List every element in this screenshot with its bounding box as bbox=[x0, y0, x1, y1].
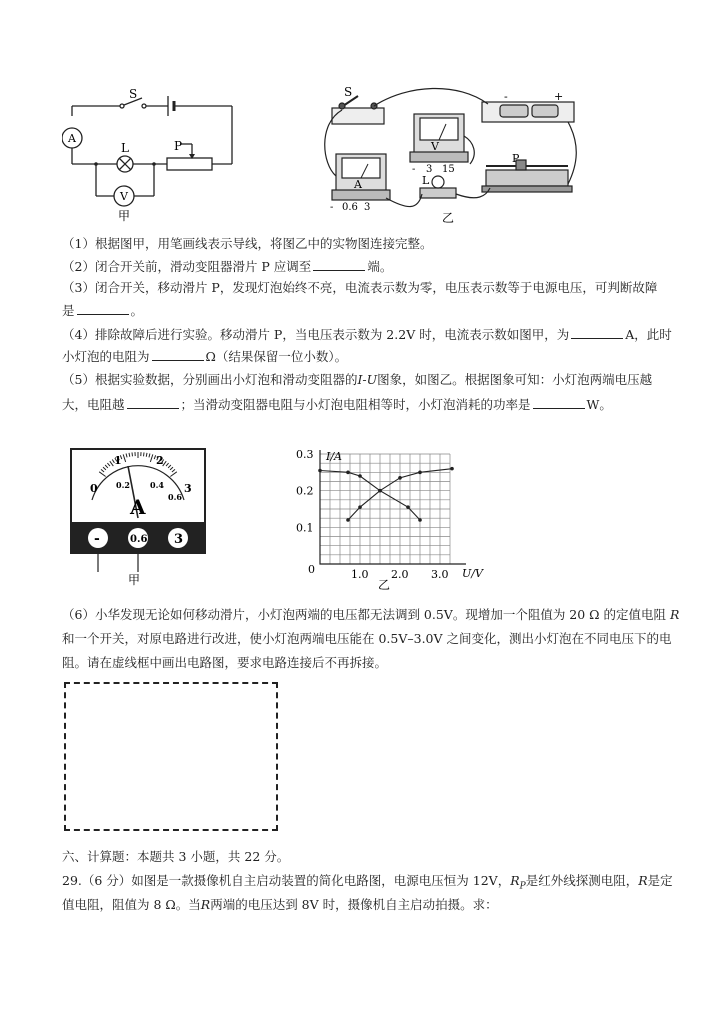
answer-blank-2[interactable] bbox=[313, 258, 365, 271]
meter-tick bbox=[144, 452, 145, 456]
lamp-label: L bbox=[121, 141, 129, 155]
battery-minus: - bbox=[504, 90, 508, 103]
question-29-line2: 值电阻，阻值为 8 Ω。当R两端的电压达到 8V 时，摄像机自主启动拍摄。求： bbox=[62, 897, 498, 912]
scale-inner-04: 0.4 bbox=[150, 480, 164, 490]
chart-point bbox=[418, 471, 422, 475]
answer-blank-4b[interactable] bbox=[152, 348, 204, 361]
section-heading: 六、计算题：本题共 3 小题，共 22 分。 bbox=[62, 849, 290, 864]
question-6-line1: （6）小华发现无论如何移动滑片，小灯泡两端的电压都无法调到 0.5V。现增加一个阻值为 20 Ω 的定值电阻 R bbox=[62, 607, 680, 622]
chart-point bbox=[346, 518, 350, 522]
chart-x-tick: 2.0 bbox=[391, 568, 409, 581]
scale-inner-02: 0.2 bbox=[116, 480, 130, 490]
meter-terminal-minus: - bbox=[94, 531, 100, 547]
answer-blank-3[interactable] bbox=[77, 302, 129, 315]
chart-x-tick: 3.0 bbox=[431, 568, 449, 581]
chart-point bbox=[346, 471, 350, 475]
question-4-line2: 小灯泡的电阻为 Ω（结果保留一位小数）。 bbox=[62, 349, 348, 364]
question-3-line2: 是 。 bbox=[62, 303, 144, 318]
meter-tick bbox=[132, 452, 133, 456]
chart-point bbox=[378, 489, 382, 493]
question-6-line2: 和一个开关，对原电路进行改进，使小灯泡两端电压能在 0.5V–3.0V 之间变化，测出小灯泡在不同电压下的电 bbox=[62, 631, 672, 646]
chart-axes-lines bbox=[320, 450, 466, 564]
question-29-line1: 29.（6 分）如图是一款摄像机自主启动装置的简化电路图，电源电压恒为 12V，$R_P$是红外线探测电阻，R是定 bbox=[62, 873, 673, 892]
figure-caption-a: 甲 bbox=[118, 209, 131, 223]
ammeter-terminal-minus: - bbox=[330, 202, 334, 213]
meter-terminal-06: 0.6 bbox=[130, 534, 148, 545]
question-5-line1: （5）根据实验数据，分别画出小灯泡和滑动变阻器的I-U图象，如图乙。根据图象可知：小灯泡两端电压越 bbox=[62, 372, 653, 387]
chart-y-tick: 0.2 bbox=[296, 484, 314, 498]
switch-label-b: S bbox=[344, 85, 353, 99]
circuit-diagram-a bbox=[62, 86, 242, 224]
figure-caption-b: 乙 bbox=[442, 211, 455, 224]
scale-label-2: 2 bbox=[156, 454, 164, 467]
voltmeter-label: V bbox=[120, 190, 128, 203]
chart-point bbox=[318, 469, 322, 473]
meter-unit-a: A bbox=[130, 495, 146, 519]
voltmeter-terminal-minus: - bbox=[412, 164, 416, 175]
scale-label-0: 0 bbox=[90, 482, 98, 495]
battery-plus: + bbox=[554, 90, 564, 103]
answer-blank-5b[interactable] bbox=[533, 396, 585, 409]
scale-inner-06: 0.6 bbox=[168, 492, 182, 502]
ammeter-label: A bbox=[68, 132, 76, 145]
ammeter-terminal-06: 0.6 bbox=[342, 202, 358, 213]
chart-x-label: U/V bbox=[462, 567, 483, 580]
chart-x-tick: 1.0 bbox=[351, 568, 369, 581]
question-5-line2: 大，电阻越 ；当滑动变阻器电阻与小灯泡电阻相等时，小灯泡消耗的功率是 W。 bbox=[62, 397, 612, 412]
scale-label-1: 1 bbox=[114, 454, 122, 467]
ammeter-label-b: A bbox=[354, 178, 362, 191]
chart-point bbox=[450, 467, 454, 471]
circuit-physical-b bbox=[318, 84, 580, 224]
chart-y-tick: 0.1 bbox=[296, 521, 314, 535]
answer-blank-5a[interactable] bbox=[127, 396, 179, 409]
voltmeter-label-b: V bbox=[431, 140, 439, 153]
question-1: （1）根据图甲，用笔画线表示导线，将图乙中的实物图连接完整。 bbox=[62, 236, 433, 251]
iu-chart bbox=[290, 446, 490, 590]
chart-point bbox=[398, 476, 402, 480]
question-3-line1: （3）闭合开关，移动滑片 P，发现灯泡始终不亮，电流表示数为零，电压表示数等于电源电压，可判断故障 bbox=[62, 280, 658, 295]
chart-origin-label: 0 bbox=[308, 563, 315, 576]
question-2: （2）闭合开关前，滑动变阻器滑片 P 应调至 端。 bbox=[62, 259, 393, 274]
switch-label: S bbox=[129, 87, 138, 101]
voltmeter-terminal-15: 15 bbox=[442, 164, 455, 175]
chart-point bbox=[406, 505, 410, 509]
chart-caption: 乙 bbox=[378, 578, 391, 590]
chart-point bbox=[358, 505, 362, 509]
slider-label-b: P bbox=[512, 152, 520, 165]
ammeter-face-figure bbox=[70, 448, 210, 588]
lamp-label-b: L bbox=[422, 174, 430, 187]
answer-dashed-box[interactable] bbox=[64, 682, 278, 831]
meter-terminal-3: 3 bbox=[174, 532, 184, 547]
question-4-line1: （4）排除故障后进行实验。移动滑片 P，当电压表示数为 2.2V 时，电流表示数如图甲，为 A，此时 bbox=[62, 327, 672, 342]
voltmeter-terminal-3: 3 bbox=[426, 164, 433, 175]
ammeter-terminal-3: 3 bbox=[364, 202, 371, 213]
chart-point bbox=[358, 474, 362, 478]
chart-y-tick: 0.3 bbox=[296, 448, 314, 461]
scale-label-3: 3 bbox=[184, 482, 192, 495]
question-6-line3: 阻。请在虚线框中画出电路图，要求电路连接后不再拆接。 bbox=[62, 655, 388, 670]
figure-caption-meter: 甲 bbox=[128, 573, 141, 587]
chart-point bbox=[418, 518, 422, 522]
chart-y-label: I/A bbox=[326, 450, 342, 463]
answer-blank-4a[interactable] bbox=[571, 326, 623, 339]
slider-label: P bbox=[174, 139, 183, 153]
